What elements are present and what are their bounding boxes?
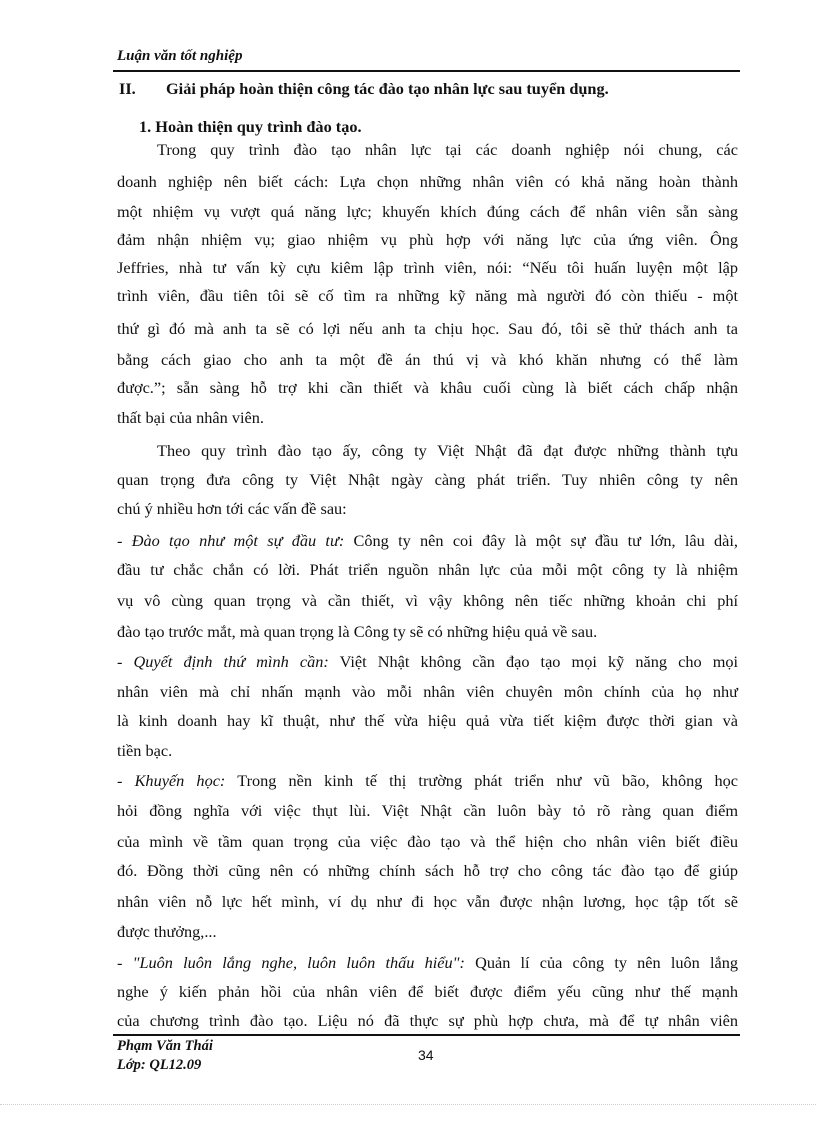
bullet-dash: - xyxy=(117,652,134,671)
bullet-dash: - xyxy=(117,953,133,972)
footer-author: Phạm Văn Thái xyxy=(117,1038,213,1054)
paragraph-line: quan trọng đưa công ty Việt Nhật ngày càng phát triển. Tuy nhiên công ty nên xyxy=(117,470,738,489)
paragraph-line: một nhiệm vụ vượt quá năng lực; khuyến khích đúng cách để nhân viên sẵn sàng xyxy=(117,202,738,221)
bullet-emphasis: Đào tạo như một sự đầu tư: xyxy=(131,531,345,550)
paragraph-line: thứ gì đó mà anh ta sẽ có lợi nếu anh ta chịu học. Sau đó, tôi sẽ thử thách anh ta xyxy=(117,319,738,338)
paragraph-line: nhân viên mà chỉ nhấn mạnh vào mỗi nhân viên chuyên môn chính của họ như xyxy=(117,682,738,701)
footer-class: Lớp: QL12.09 xyxy=(117,1057,202,1073)
bullet-text: Việt Nhật không cần đạo tạo mọi kỹ năng cho mọi xyxy=(328,652,739,671)
paragraph-line: của mình về tầm quan trọng của việc đào tạo và thể hiện cho nhân viên biết điều xyxy=(117,832,738,851)
footer-rule xyxy=(113,1034,740,1036)
section-number: II. xyxy=(119,79,136,98)
paragraph-line: đảm nhận nhiệm vụ; giao nhiệm vụ phù hợp với năng lực của ứng viên. Ông xyxy=(117,230,738,249)
bullet-emphasis: "Luôn luôn lắng nghe, luôn luôn thấu hiểu": xyxy=(132,953,465,972)
bullet-dash: - xyxy=(117,531,132,550)
paragraph-line: vụ vô cùng quan trọng và cần thiết, vì vậy không nên tiếc những khoản chi phí xyxy=(117,591,738,610)
paragraph-line: Theo quy trình đào tạo ấy, công ty Việt Nhật đã đạt được những thành tựu xyxy=(157,441,738,460)
paragraph-line: thất bại của nhân viên. xyxy=(117,408,264,427)
paragraph-line: được.”; sẵn sàng hỗ trợ khi cần thiết và khâu cuối cùng là biết cách chấp nhận xyxy=(117,378,738,397)
paragraph-line: đầu tư chắc chắn có lời. Phát triển nguồn nhân lực của mỗi một công ty là nhiệm xyxy=(117,560,738,579)
paragraph-line: là kinh doanh hay kĩ thuật, như thế vừa hiệu quả vừa tiết kiệm được thời gian và xyxy=(117,711,738,730)
paragraph-line: nghe ý kiến phản hồi của nhân viên để biết được điểm yếu cũng như thế mạnh xyxy=(117,982,738,1001)
subsection-heading: 1. Hoàn thiện quy trình đào tạo. xyxy=(139,117,362,136)
header-rule xyxy=(113,70,740,72)
paragraph-line: doanh nghiệp nên biết cách: Lựa chọn những nhân viên có khả năng hoàn thành xyxy=(117,172,738,191)
paragraph-line: đào tạo trước mắt, mà quan trọng là Công ty sẽ có những hiệu quả về sau. xyxy=(117,622,598,641)
section-heading xyxy=(119,79,609,99)
bullet-text: Công ty nên coi đây là một sự đầu tư lớn, lâu dài, xyxy=(344,531,739,550)
bullet-dash: - xyxy=(117,771,135,790)
paragraph-line: chú ý nhiều hơn tới các vấn đề sau: xyxy=(117,499,347,518)
paragraph-line: hỏi đồng nghĩa với việc thụt lùi. Việt Nhật cần luôn bày tỏ rõ ràng quan điểm xyxy=(117,801,738,820)
paragraph-line: Jeffries, nhà tư vấn kỳ cựu kiêm lập trình viên, nói: “Nếu tôi huấn luyện một lập xyxy=(117,258,738,277)
paragraph-line: tiền bạc. xyxy=(117,741,173,760)
page-edge-divider xyxy=(0,1104,816,1105)
section-title: Giải pháp hoàn thiện công tác đào tạo nhân lực sau tuyển dụng. xyxy=(166,79,609,98)
bullet-text: Trong nền kinh tế thị trường phát triển như vũ bão, không học xyxy=(225,771,739,790)
paragraph-line: của chương trình đào tạo. Liệu nó đã thực sự phù hợp chưa, mà để tự nhân viên xyxy=(117,1011,738,1030)
bullet-emphasis: Quyết định thứ mình cần: xyxy=(133,652,329,671)
bullet-line xyxy=(117,531,738,551)
paragraph-line: được thưởng,... xyxy=(117,922,217,941)
paragraph-line: bằng cách giao cho anh ta một đề án thú vị và khó khăn nhưng có thể làm xyxy=(117,350,738,369)
paragraph-line: đó. Đồng thời cũng nên có những chính sách hỗ trợ cho công tác đào tạo để giúp xyxy=(117,861,738,880)
bullet-emphasis: Khuyến học: xyxy=(134,771,226,790)
paragraph-line: Trong quy trình đào tạo nhân lực tại các doanh nghiệp nói chung, các xyxy=(157,140,738,159)
running-header: Luận văn tốt nghiệp xyxy=(117,48,243,64)
paragraph-line: nhân viên nỗ lực hết mình, ví dụ như đi học vẫn được nhận lương, học tập tốt sẽ xyxy=(117,892,738,911)
bullet-line xyxy=(117,771,738,791)
page-number: 34 xyxy=(418,1047,434,1063)
bullet-text: Quản lí của công ty nên luôn lắng xyxy=(464,953,738,972)
bullet-line xyxy=(117,652,738,672)
bullet-line xyxy=(117,953,738,973)
paragraph-line: trình viên, đầu tiên tôi sẽ cố tìm ra những kỹ năng mà người đó còn thiếu - một xyxy=(117,286,738,305)
